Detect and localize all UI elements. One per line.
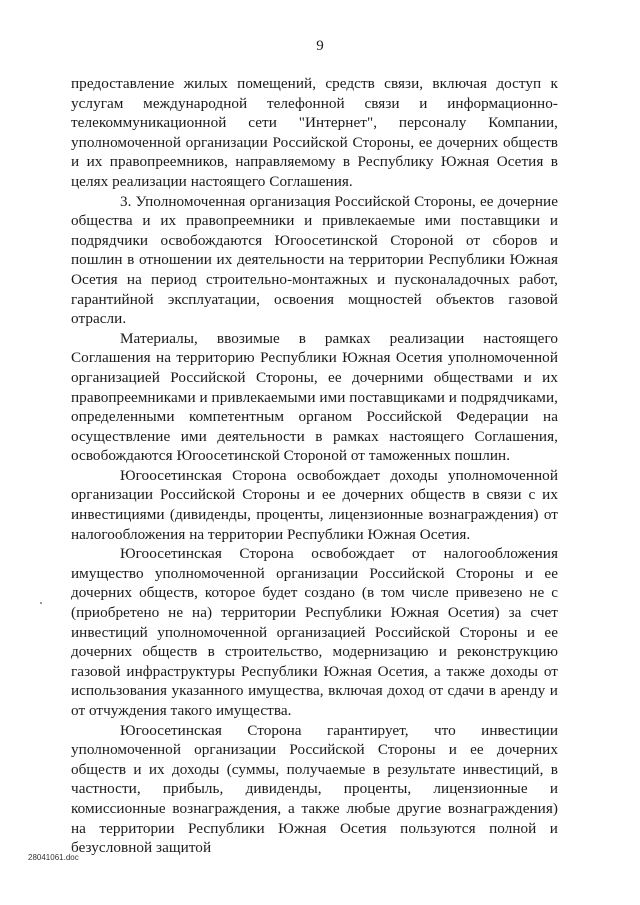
paragraph-investment-guarantee: Югоосетинская Сторона гарантирует, что инвестиции уполномоченной организации Российской Стороны и ее дочерних обществ и их доходы (суммы, получаемые в результате инвестиций, в частности, прибыль, дивиденды, проценты, лицензионные и комиссионные вознаграждения, а также любые другие вознаграждения) на территории Республики Южная Осетия пользуются полной и безусловной защитой — [71, 721, 558, 857]
paragraph-materials: Материалы, ввозимые в рамках реализации настоящего Соглашения на территорию Республики Южная Осетия уполномоченной организацией Российской Стороны, ее дочерними обществами и их правопреемниками и привлекаемыми ими поставщиками и подрядчиками, определенными компетентным органом Российской Федерации на осуществление ими деятельности в рамках настоящего Соглашения, освобождаются Югоосетинской Стороной от таможенных пошлин. — [71, 329, 558, 465]
paragraph-continuation: предоставление жилых помещений, средств связи, включая доступ к услугам международной телефонной связи и информационно-телекоммуникационной сети "Интернет", персоналу Компании, уполномоченной организации Российской Стороны, ее дочерних обществ и их правопреемников, направляемому в Республику Южная Осетия в целях реализации настоящего Соглашения. — [71, 75, 558, 190]
footer-file-code: 28041061.doc — [28, 853, 79, 862]
document-body — [71, 74, 558, 858]
page-number: 9 — [316, 38, 324, 54]
paragraph-property-exemption: Югоосетинская Сторона освобождает от налогообложения имущество уполномоченной организации Российской Стороны и ее дочерних обществ, которое будет создано (в том числе привезено не с (приобретено не на) территории Республики Южная Осетия) за счет инвестиций уполномоченной организацией Российской Стороны и ее дочерних обществ в строительство, модернизацию и реконструкцию газовой инфраструктуры Республики Южная Осетия, а также доходы от использования указанного имущества, включая доход от сдачи в аренду и от отчуждения такого имущества. — [71, 545, 558, 719]
paragraph-income-exemption: Югоосетинская Сторона освобождает доходы уполномоченной организации Российской Стороны и ее дочерних обществ в связи с их инвестициями (дивиденды, проценты, лицензионные вознаграждения) от налогообложения на территории Республики Южная Осетия. — [71, 466, 558, 543]
margin-mark — [40, 602, 42, 604]
paragraph-clause-3: 3. Уполномоченная организация Российской Стороны, ее дочерние общества и их правопреемники и привлекаемые ими поставщики и подрядчики освобождаются Югоосетинской Стороной от сборов и пошлин в отношении их деятельности на территории Республики Южная Осетия на период строительно-монтажных и пусконаладочных работ, гарантийной эксплуатации, освоения мощностей объектов газовой отрасли. — [71, 192, 558, 328]
